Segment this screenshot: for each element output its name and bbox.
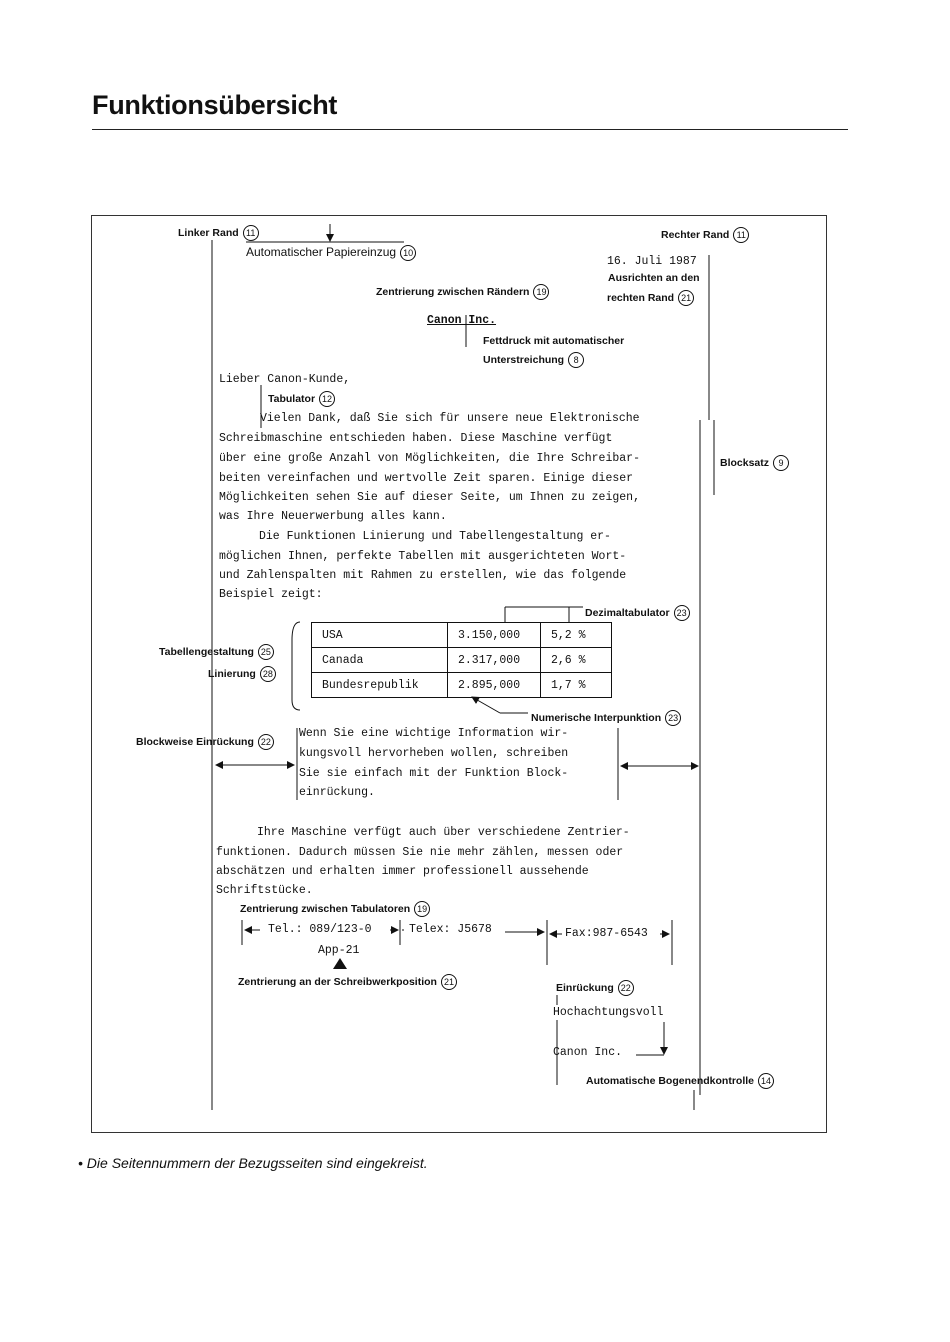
footnote: • Die Seitennummern der Bezugsseiten sind eingekreist. bbox=[78, 1155, 428, 1171]
para2-line: und Zahlenspalten mit Rahmen zu erstellen, wie das folgende bbox=[219, 569, 627, 582]
position-triangle bbox=[333, 958, 347, 969]
label-table-design: Tabellengestaltung 25 bbox=[159, 644, 274, 660]
table-cell: USA bbox=[312, 623, 448, 648]
label-numeric-punct: Numerische Interpunktion 23 bbox=[531, 710, 681, 726]
table-cell: 5,2 % bbox=[541, 623, 612, 648]
label-bold-1: Fettdruck mit automatischer bbox=[483, 335, 625, 347]
label-right-margin: Rechter Rand 11 bbox=[661, 227, 749, 243]
letter-fax: Fax:987-6543 bbox=[565, 927, 648, 940]
table-cell: 2.317,000 bbox=[448, 648, 541, 673]
label-center-margins: Zentrierung zwischen Rändern 19 bbox=[376, 284, 549, 300]
para1-line: Vielen Dank, daß Sie sich für unsere neue Elektronische bbox=[260, 412, 640, 425]
label-block-indent: Blockweise Einrückung 22 bbox=[136, 734, 274, 750]
label-justify: Blocksatz 9 bbox=[720, 455, 789, 471]
letter-salutation: Lieber Canon-Kunde, bbox=[219, 373, 351, 386]
para1-line: Möglichkeiten sehen Sie auf dieser Seite, um Ihnen zu zeigen, bbox=[219, 491, 640, 504]
letter-closing: Hochachtungsvoll bbox=[553, 1006, 664, 1019]
block-line: Wenn Sie eine wichtige Information wir- bbox=[299, 727, 569, 740]
para1-line: beiten vereinfachen und wertvolle Zeit sparen. Einige dieser bbox=[219, 472, 634, 485]
label-paper-feed: Automatischer Papiereinzug 10 bbox=[246, 245, 416, 261]
table-cell: Canada bbox=[312, 648, 448, 673]
para1-line: über eine große Anzahl von Möglichkeiten, die Ihre Schreibar- bbox=[219, 452, 640, 465]
para2-line: Beispiel zeigt: bbox=[219, 588, 323, 601]
para1-line: Schreibmaschine entschieden haben. Diese Maschine verfügt bbox=[219, 432, 613, 445]
block-line: kungsvoll hervorheben wollen, schreiben bbox=[299, 747, 569, 760]
letter-signature: Canon Inc. bbox=[553, 1046, 623, 1059]
para3-line: Schriftstücke. bbox=[216, 884, 313, 897]
letter-telex: Telex: J5678 bbox=[409, 923, 492, 936]
label-ruling: Linierung 28 bbox=[208, 666, 276, 682]
label-center-tabs: Zentrierung zwischen Tabulatoren 19 bbox=[240, 901, 430, 917]
letter-company: Canon Inc. bbox=[427, 314, 497, 327]
label-tabulator: Tabulator 12 bbox=[268, 391, 335, 407]
letter-app: App-21 bbox=[318, 944, 360, 957]
letter-tel: Tel.: 089/123-0 bbox=[268, 923, 372, 936]
label-bold-2: Unterstreichung 8 bbox=[483, 352, 584, 368]
para3-line: funktionen. Dadurch müssen Sie nie mehr zählen, messen oder bbox=[216, 846, 624, 859]
para2-line: möglichen Ihnen, perfekte Tabellen mit ausgerichteten Wort- bbox=[219, 550, 627, 563]
table-bracket bbox=[292, 622, 300, 710]
para3-line: Ihre Maschine verfügt auch über verschiedene Zentrier- bbox=[257, 826, 630, 839]
punct-arrow bbox=[472, 697, 500, 713]
para2-line: Die Funktionen Linierung und Tabellengestaltung er- bbox=[259, 530, 611, 543]
block-line: einrückung. bbox=[299, 786, 375, 799]
label-align-right-2: rechten Rand 21 bbox=[607, 290, 694, 306]
label-indent: Einrückung 22 bbox=[556, 980, 634, 996]
block-line: Sie sie einfach mit der Funktion Block- bbox=[299, 767, 569, 780]
table-cell: Bundesrepublik bbox=[312, 673, 448, 698]
table-cell: 2.895,000 bbox=[448, 673, 541, 698]
letter-date: 16. Juli 1987 bbox=[607, 255, 697, 268]
label-left-margin: Linker Rand 11 bbox=[178, 225, 259, 241]
label-center-pos: Zentrierung an der Schreibwerkposition 21 bbox=[238, 974, 457, 990]
table-cell: 2,6 % bbox=[541, 648, 612, 673]
para3-line: abschätzen und erhalten immer professionell aussehende bbox=[216, 865, 589, 878]
label-align-right-1: Ausrichten an den bbox=[608, 272, 700, 284]
page-title: Funktionsübersicht bbox=[92, 90, 338, 120]
para1-line: was Ihre Neuerwerbung alles kann. bbox=[219, 510, 447, 523]
table-cell: 3.150,000 bbox=[448, 623, 541, 648]
table-cell: 1,7 % bbox=[541, 673, 612, 698]
label-decimal-tab: Dezimaltabulator 23 bbox=[585, 605, 690, 621]
label-page-end: Automatische Bogenendkontrolle 14 bbox=[586, 1073, 774, 1089]
